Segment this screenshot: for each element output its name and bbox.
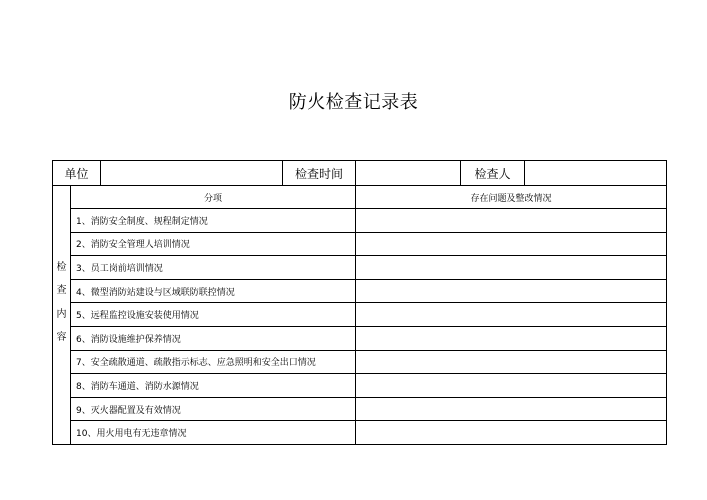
item-row	[53, 256, 667, 280]
content-section-label: 检查内容	[56, 262, 67, 343]
item-row	[53, 350, 667, 374]
item-label: 8、消防车通道、消防水源情况	[71, 374, 356, 398]
item-row	[53, 279, 667, 303]
inspector-value-cell	[525, 161, 667, 186]
issue-cell	[356, 232, 667, 256]
issue-cell	[356, 374, 667, 398]
item-label: 5、远程监控设施安装使用情况	[71, 303, 356, 327]
form-title: 防火检查记录表	[288, 92, 419, 113]
item-label: 4、微型消防站建设与区域联防联控情况	[71, 279, 356, 303]
unit-label: 单位	[53, 161, 101, 186]
issue-cell	[356, 350, 667, 374]
unit-value-cell	[101, 161, 283, 186]
item-label: 3、员工岗前培训情况	[71, 256, 356, 280]
item-row	[53, 326, 667, 350]
item-label: 6、消防设施维护保养情况	[71, 326, 356, 350]
item-row	[53, 397, 667, 421]
issues-column-header: 存在问题及整改情况	[356, 186, 667, 209]
content-section-cell	[53, 186, 71, 445]
item-row	[53, 374, 667, 398]
issue-cell	[356, 326, 667, 350]
issue-cell	[356, 397, 667, 421]
item-row	[53, 209, 667, 233]
inspection-time-value-cell	[356, 161, 461, 186]
inspection-time-label: 检查时间	[283, 161, 356, 186]
inspector-label: 检查人	[461, 161, 525, 186]
item-label: 9、灭火器配置及有效情况	[71, 397, 356, 421]
item-row	[53, 421, 667, 445]
item-label: 10、用火用电有无违章情况	[71, 421, 356, 445]
item-row	[53, 303, 667, 327]
item-column-header: 分项	[71, 186, 356, 209]
inspection-record-table	[52, 160, 667, 445]
issue-cell	[356, 209, 667, 233]
issue-cell	[356, 279, 667, 303]
issue-cell	[356, 303, 667, 327]
item-label: 2、消防安全管理人培训情况	[71, 232, 356, 256]
column-header-row	[53, 186, 667, 209]
issue-cell	[356, 256, 667, 280]
item-label: 7、安全疏散通道、疏散指示标志、应急照明和安全出口情况	[71, 350, 356, 374]
item-row	[53, 232, 667, 256]
header-row	[53, 161, 667, 186]
issue-cell	[356, 421, 667, 445]
item-label: 1、消防安全制度、规程制定情况	[71, 209, 356, 233]
